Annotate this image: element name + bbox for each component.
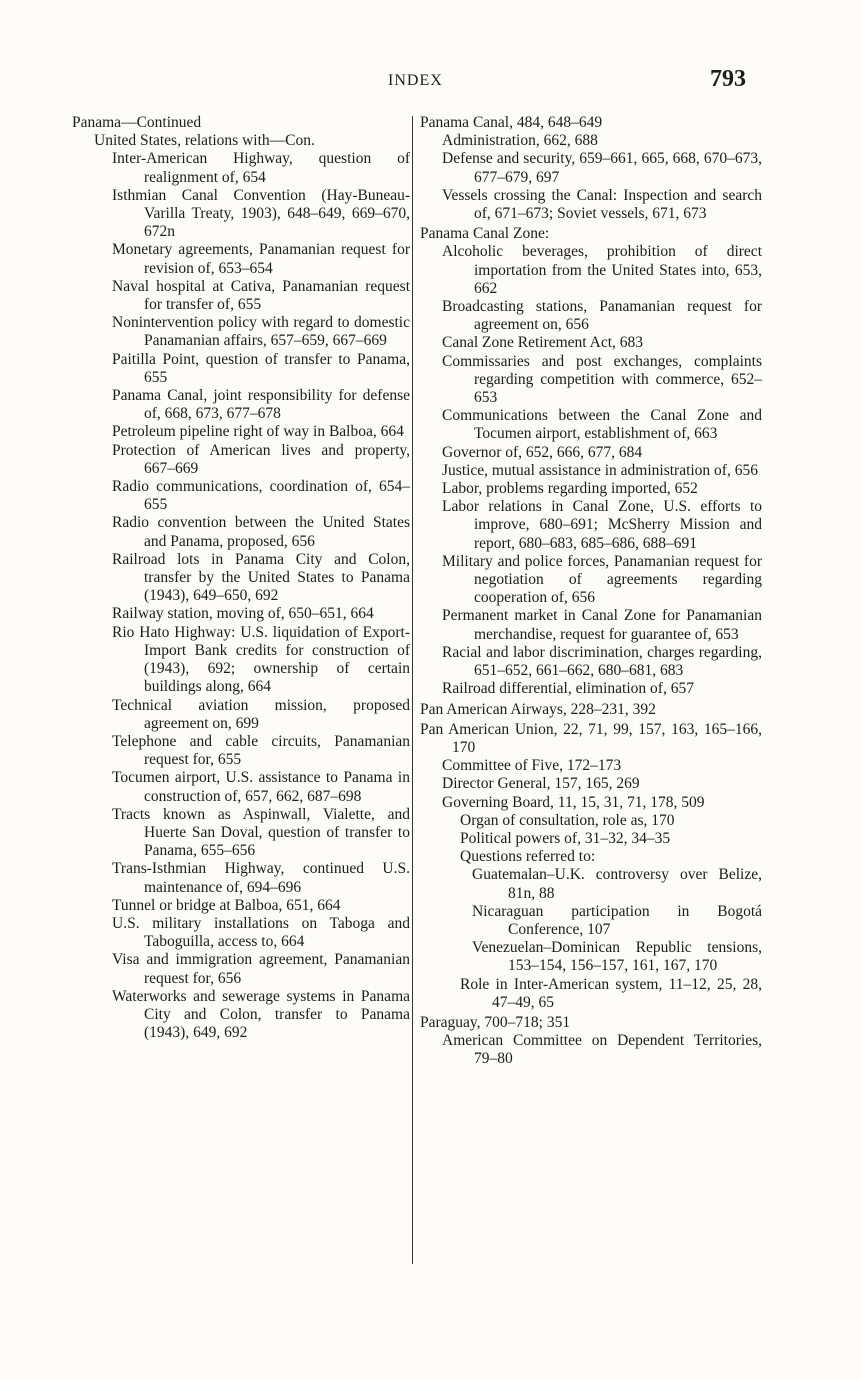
index-entry: Panama—Continued — [72, 114, 202, 131]
index-entry: Venezuelan–Dominican Republic tensions, 153–154, 156–157, 161, 167, 170 — [472, 939, 762, 975]
index-entry: Tracts known as Aspinwall, Vialette, and Huerte San Doval, question of transfer to Panama, 655–656 — [112, 805, 410, 860]
index-entry: Waterworks and sewerage systems in Panama City and Colon, transfer to Panama (1943), 649, 692 — [112, 987, 410, 1042]
index-entry: Petroleum pipeline right of way in Balboa, 664 — [112, 423, 404, 441]
index-entry: Radio communications, coordination of, 654–655 — [112, 478, 410, 514]
index-entry: Railroad lots in Panama City and Colon, transfer by the United States to Panama (1943), 649–650, 692 — [112, 550, 410, 605]
index-entry: Guatemalan–U.K. controversy over Belize, 81n, 88 — [472, 866, 762, 902]
index-column-right — [420, 114, 762, 1069]
index-entry: Tunnel or bridge at Balboa, 651, 664 — [112, 896, 341, 914]
index-entry: Panama Canal Zone: — [420, 225, 550, 243]
index-entry: Permanent market in Canal Zone for Panamanian merchandise, request for guarantee of, 653 — [442, 607, 762, 643]
index-entry: Justice, mutual assistance in administration of, 656 — [442, 461, 758, 479]
index-entry: Paitilla Point, question of transfer to Panama, 655 — [112, 350, 410, 386]
index-entry: Pan American Union, 22, 71, 99, 157, 163, 165–166, 170 — [420, 720, 762, 756]
index-entry: Broadcasting stations, Panamanian request for agreement on, 656 — [442, 298, 762, 334]
index-entry: Vessels crossing the Canal: Inspection and search of, 671–673; Soviet vessels, 671, 673 — [442, 186, 762, 223]
index-entry: Rio Hato Highway: U.S. liquidation of Export-Import Bank credits for construction of (1943), 692; ownership of certain buildings along, 664 — [112, 623, 410, 696]
index-entry: Governor of, 652, 666, 677, 684 — [442, 443, 643, 461]
index-entry: Commissaries and post exchanges, complaints regarding competition with commerce, 652–653 — [442, 352, 762, 407]
index-entry: Political powers of, 31–32, 34–35 — [460, 829, 671, 847]
index-entry: Nonintervention policy with regard to domestic Panamanian affairs, 657–659, 667–669 — [112, 314, 410, 350]
page-number: 793 — [710, 66, 746, 92]
index-entry: Radio convention between the United States and Panama, proposed, 656 — [112, 514, 410, 550]
index-entry: Racial and labor discrimination, charges regarding, 651–652, 661–662, 680–681, 683 — [442, 643, 762, 680]
index-entry: Panama Canal, joint responsibility for defense of, 668, 673, 677–678 — [112, 387, 410, 423]
index-entry: American Committee on Dependent Territories, 79–80 — [442, 1032, 762, 1068]
index-entry: Tocumen airport, U.S. assistance to Panama in construction of, 657, 662, 687–698 — [112, 769, 410, 805]
index-entry: Committee of Five, 172–173 — [442, 757, 622, 775]
index-entry: Isthmian Canal Convention (Hay-Buneau-Varilla Treaty, 1903), 648–649, 669–670, 672n — [112, 186, 410, 241]
index-entry: Telephone and cable circuits, Panamanian request for, 655 — [112, 732, 410, 769]
column-divider — [412, 116, 413, 1264]
page-header — [0, 66, 861, 96]
index-entry: Military and police forces, Panamanian request for negotiation of agreements regarding cooperation of, 656 — [442, 552, 762, 607]
index-entry: Trans-Isthmian Highway, continued U.S. maintenance of, 694–696 — [112, 860, 410, 896]
index-entry: Inter-American Highway, question of realignment of, 654 — [112, 150, 410, 186]
index-entry: Alcoholic beverages, prohibition of direct importation from the United States into, 653, 662 — [442, 243, 762, 297]
index-entry: Railroad differential, elimination of, 657 — [442, 680, 694, 698]
index-entry: Communications between the Canal Zone and Tocumen airport, establishment of, 663 — [442, 407, 762, 443]
index-entry: Organ of consultation, role as, 170 — [460, 811, 675, 829]
index-entry: Visa and immigration agreement, Panamanian request for, 656 — [112, 951, 410, 987]
index-entry: United States, relations with—Con. — [94, 132, 315, 150]
running-title: INDEX — [388, 72, 443, 89]
index-entry: Railway station, moving of, 650–651, 664 — [112, 605, 374, 623]
index-entry: Labor relations in Canal Zone, U.S. efforts to improve, 680–691; McSherry Mission and report, 680–683, 685–686, 688–691 — [442, 498, 762, 552]
index-entry: Nicaraguan participation in Bogotá Conference, 107 — [472, 902, 762, 938]
index-entry: Questions referred to: — [460, 848, 596, 866]
index-entry: Pan American Airways, 228–231, 392 — [420, 700, 656, 718]
index-entry: Labor, problems regarding imported, 652 — [442, 480, 698, 498]
index-entry: Naval hospital at Cativa, Panamanian request for transfer of, 655 — [112, 277, 410, 314]
index-entry: Technical aviation mission, proposed agreement on, 699 — [112, 696, 410, 732]
index-entry: Paraguay, 700–718; 351 — [420, 1013, 571, 1031]
index-entry: Defense and security, 659–661, 665, 668, 670–673, 677–679, 697 — [442, 150, 762, 186]
index-entry: Director General, 157, 165, 269 — [442, 775, 640, 793]
index-entry: Protection of American lives and property, 667–669 — [112, 441, 410, 477]
index-entry: Role in Inter-American system, 11–12, 25, 28, 47–49, 65 — [460, 975, 762, 1011]
index-entry: U.S. military installations on Taboga and Taboguilla, access to, 664 — [112, 914, 410, 951]
index-entry: Panama Canal, 484, 648–649 — [420, 114, 603, 131]
index-entry: Administration, 662, 688 — [442, 132, 598, 150]
index-entry: Monetary agreements, Panamanian request for revision of, 653–654 — [112, 241, 410, 277]
index-entry: Governing Board, 11, 15, 31, 71, 178, 509 — [442, 793, 705, 811]
index-entry: Canal Zone Retirement Act, 683 — [442, 334, 644, 352]
index-column-left — [72, 114, 410, 1042]
